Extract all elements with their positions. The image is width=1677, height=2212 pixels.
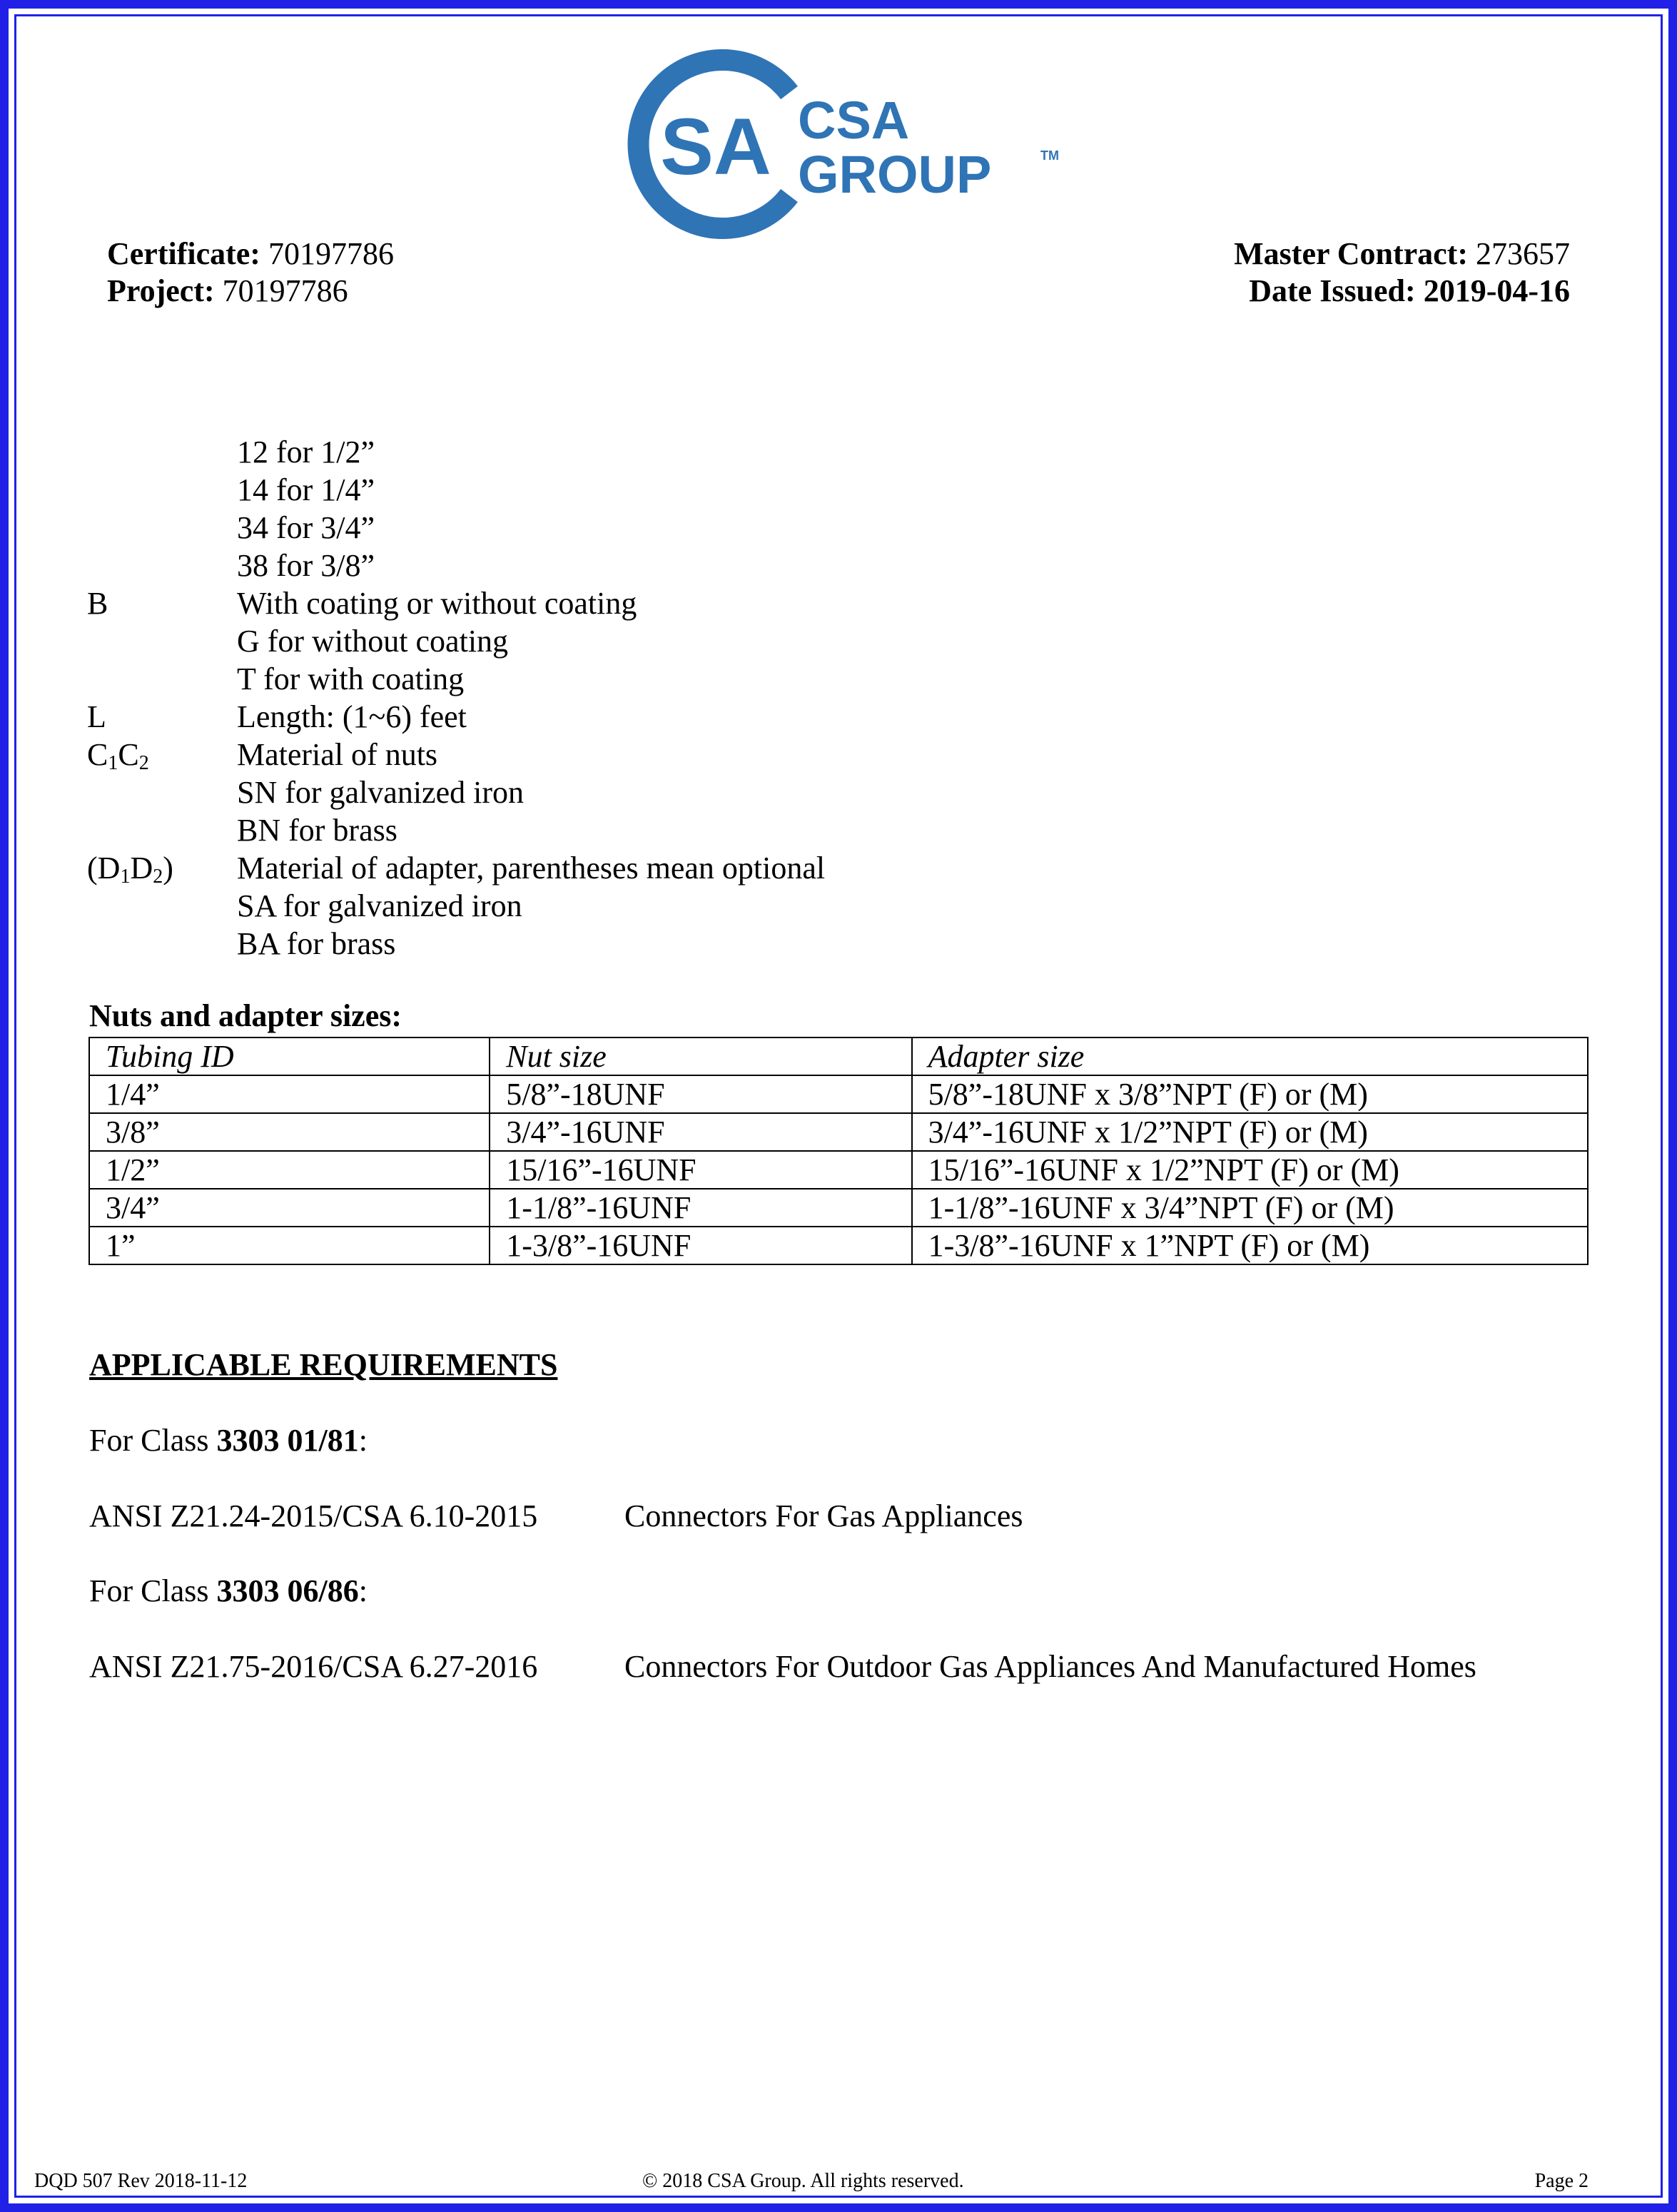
project-value: 70197786 bbox=[222, 273, 348, 308]
legend-text: G for without coating bbox=[237, 624, 509, 659]
master-contract-value: 273657 bbox=[1476, 236, 1570, 271]
standard-2-line bbox=[89, 1648, 1476, 1685]
legend-code: B bbox=[87, 586, 108, 621]
table-cell: 1/2” bbox=[89, 1151, 490, 1189]
project-line bbox=[107, 273, 394, 310]
csa-group-logo bbox=[625, 53, 1059, 235]
class-suffix: : bbox=[358, 1573, 368, 1608]
standard-code: ANSI Z21.75-2016/CSA 6.27-2016 bbox=[89, 1649, 538, 1684]
table-cell: 1-3/8”-16UNF x 1”NPT (F) or (M) bbox=[912, 1227, 1588, 1264]
legend-text: T for with coating bbox=[237, 661, 465, 696]
table-cell: 3/8” bbox=[89, 1113, 490, 1151]
date-issued-line bbox=[1234, 273, 1570, 310]
table-cell: 3/4”-16UNF x 1/2”NPT (F) or (M) bbox=[912, 1113, 1588, 1151]
legend-text: Material of nuts bbox=[237, 737, 438, 772]
table-row bbox=[89, 1189, 1588, 1227]
logo-text-csa: CSA bbox=[798, 91, 910, 150]
table-cell: 5/8”-18UNF x 3/8”NPT (F) or (M) bbox=[912, 1075, 1588, 1113]
class-suffix: : bbox=[358, 1423, 368, 1458]
class-number: 3303 06/86 bbox=[216, 1573, 359, 1608]
legend-text: 12 for 1/2” bbox=[237, 435, 375, 470]
logo-trademark: TM bbox=[1040, 148, 1059, 163]
table-cell: 1-1/8”-16UNF x 3/4”NPT (F) or (M) bbox=[912, 1189, 1588, 1227]
footer-page-number: Page 2 bbox=[1534, 2170, 1589, 2192]
legend-text: SN for galvanized iron bbox=[237, 775, 524, 810]
table-row bbox=[89, 1227, 1588, 1264]
project-label: Project: bbox=[107, 273, 215, 308]
table-cell: 15/16”-16UNF bbox=[490, 1151, 911, 1189]
standard-description: Connectors For Gas Appliances bbox=[624, 1498, 1023, 1533]
logo-text-group: GROUP bbox=[798, 145, 992, 204]
table-cell: 3/4” bbox=[89, 1189, 490, 1227]
legend-code: L bbox=[87, 699, 106, 734]
class-prefix: For Class bbox=[89, 1423, 217, 1458]
table-header-row bbox=[89, 1037, 1588, 1075]
legend-text: 38 for 3/8” bbox=[237, 548, 375, 583]
header-left bbox=[107, 235, 394, 310]
class-2-line bbox=[89, 1573, 368, 1610]
legend-text: 34 for 3/4” bbox=[237, 510, 375, 545]
column-header: Nut size bbox=[490, 1037, 911, 1075]
certificate-label: Certificate: bbox=[107, 236, 260, 271]
nuts-table-title: Nuts and adapter sizes: bbox=[89, 998, 402, 1033]
applicable-requirements-heading: APPLICABLE REQUIREMENTS bbox=[89, 1347, 558, 1382]
footer-doc-revision: DQD 507 Rev 2018-11-12 bbox=[34, 2170, 248, 2192]
legend-text: Material of adapter, parentheses mean optional bbox=[237, 851, 826, 886]
class-1-line bbox=[89, 1422, 368, 1459]
legend-text: With coating or without coating bbox=[237, 586, 637, 621]
column-header: Adapter size bbox=[912, 1037, 1588, 1075]
nuts-adapter-table bbox=[88, 1037, 1589, 1265]
standard-code: ANSI Z21.24-2015/CSA 6.10-2015 bbox=[89, 1498, 538, 1533]
class-number: 3303 01/81 bbox=[216, 1423, 359, 1458]
legend-text: BN for brass bbox=[237, 813, 397, 848]
table-cell: 1-3/8”-16UNF bbox=[490, 1227, 911, 1264]
certificate-line bbox=[107, 235, 394, 273]
column-header: Tubing ID bbox=[89, 1037, 490, 1075]
footer-copyright: © 2018 CSA Group. All rights reserved. bbox=[642, 2170, 964, 2192]
standard-1-line bbox=[89, 1498, 1023, 1535]
legend-text: 14 for 1/4” bbox=[237, 472, 375, 507]
table-row bbox=[89, 1075, 1588, 1113]
legend-code-c1c2: $C_1C_2$ bbox=[87, 737, 149, 774]
table-cell: 1/4” bbox=[89, 1075, 490, 1113]
logo-sa-mark: SA bbox=[660, 102, 771, 191]
legend-text: BA for brass bbox=[237, 926, 396, 961]
date-issued-label: Date Issued: bbox=[1249, 273, 1416, 308]
master-contract-label: Master Contract: bbox=[1234, 236, 1468, 271]
table-row bbox=[89, 1151, 1588, 1189]
table-cell: 1-1/8”-16UNF bbox=[490, 1189, 911, 1227]
class-prefix: For Class bbox=[89, 1573, 217, 1608]
legend-text: SA for galvanized iron bbox=[237, 888, 522, 923]
header-right bbox=[1234, 235, 1570, 310]
master-contract-line bbox=[1234, 235, 1570, 273]
table-row bbox=[89, 1113, 1588, 1151]
legend-text: Length: (1~6) feet bbox=[237, 699, 467, 734]
table-cell: 15/16”-16UNF x 1/2”NPT (F) or (M) bbox=[912, 1151, 1588, 1189]
date-issued-value: 2019-04-16 bbox=[1423, 273, 1570, 308]
standard-description: Connectors For Outdoor Gas Appliances And Manufactured Homes bbox=[624, 1649, 1476, 1684]
legend-code-d1d2: $(D_1D_2)$ bbox=[87, 851, 173, 888]
table-cell: 1” bbox=[89, 1227, 490, 1264]
certificate-value: 70197786 bbox=[268, 236, 394, 271]
table-cell: 5/8”-18UNF bbox=[490, 1075, 911, 1113]
table-cell: 3/4”-16UNF bbox=[490, 1113, 911, 1151]
